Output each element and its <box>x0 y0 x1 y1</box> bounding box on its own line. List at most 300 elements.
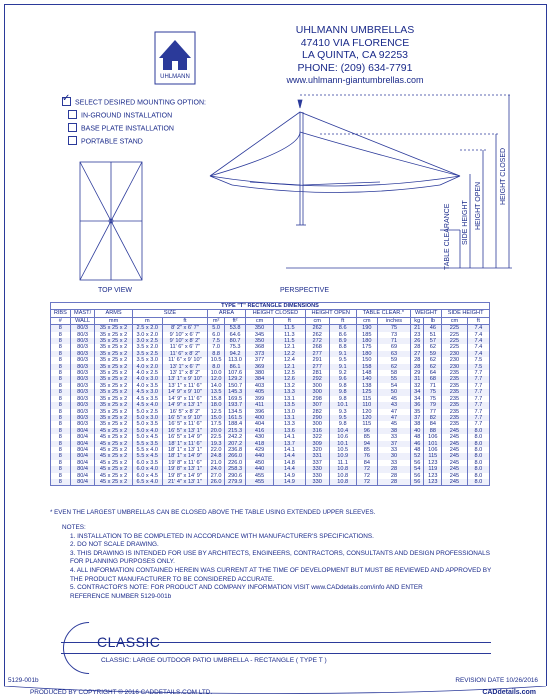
table-cell: 51 <box>424 332 442 338</box>
column-header: MAST/ <box>70 310 95 317</box>
table-cell: 7.7 <box>467 383 489 389</box>
table-cell: 24.8 <box>208 453 225 459</box>
table-cell: 140 <box>356 376 377 382</box>
table-cell: 79 <box>424 402 442 408</box>
table-cell: 28 <box>411 344 424 350</box>
column-header: HEIGHT CLOSED <box>246 310 306 317</box>
table-cell: 16' 5" x 13' 1" <box>162 428 207 434</box>
table-cell: 8.0 <box>208 364 225 370</box>
table-cell: 123 <box>424 479 442 486</box>
notes-heading: NOTES: <box>62 524 86 531</box>
copyright: PRODUCED BY COPYRIGHT © 2016 CADDETAILS.COM LTD. <box>30 689 213 696</box>
table-cell: 12.4 <box>274 357 306 363</box>
table-cell: 8 <box>51 383 71 389</box>
table-cell: 320 <box>305 447 329 453</box>
table-cell: 9' 10" x 6' 7" <box>162 332 207 338</box>
side-height-label: SIDE HEIGHT <box>462 200 469 245</box>
table-cell: 80/3 <box>70 389 95 395</box>
table-cell: 80/3 <box>70 402 95 408</box>
table-cell: 245 <box>442 460 467 466</box>
table-cell: 330 <box>305 479 329 486</box>
table-cell: 9.8 <box>329 383 356 389</box>
table-cell: 8 <box>51 364 71 370</box>
table-cell: 7.7 <box>467 409 489 415</box>
checkmark-icon: ✓ <box>62 93 71 104</box>
table-cell: 245 <box>442 479 467 486</box>
table-cell: 316 <box>305 428 329 434</box>
table-cell: 245 <box>442 434 467 440</box>
table-cell: 31 <box>411 376 424 382</box>
table-cell: 145.3 <box>225 389 246 395</box>
table-cell: 188.4 <box>225 421 246 427</box>
table-cell: 9.8 <box>329 389 356 395</box>
table-cell: 380 <box>246 370 274 376</box>
table-cell: 245 <box>442 453 467 459</box>
table-cell: 373 <box>246 351 274 357</box>
column-subheader: # <box>51 317 71 324</box>
table-cell: 110 <box>356 402 377 408</box>
table-clearance-label: TABLE CLEARANCE <box>444 203 451 270</box>
table-cell: 3.5 x 2.0 <box>132 344 162 350</box>
table-cell: 94 <box>356 441 377 447</box>
table-cell: 161.5 <box>225 415 246 421</box>
table-title: TYPE "T" RECTANGLE DIMENSIONS <box>51 303 490 310</box>
table-cell: 4.5 x 3.5 <box>132 396 162 402</box>
table-cell: 7.7 <box>467 396 489 402</box>
table-cell: 56 <box>411 479 424 486</box>
note-item: FOR PLANNING PURPOSES ONLY. <box>70 558 175 566</box>
table-cell: 86.1 <box>225 364 246 370</box>
table-cell: 8 <box>51 421 71 427</box>
table-cell: 84 <box>356 460 377 466</box>
table-cell: 129.2 <box>225 376 246 382</box>
table-cell: 80/3 <box>70 383 95 389</box>
column-subheader: m² <box>208 317 225 324</box>
table-cell: 32 <box>411 383 424 389</box>
table-cell: 330 <box>305 473 329 479</box>
table-cell: 12.6 <box>274 376 306 382</box>
table-cell: 80/4 <box>70 466 95 472</box>
table-cell: 298 <box>305 396 329 402</box>
table-cell: 277 <box>305 351 329 357</box>
table-cell: 45 x 25 x 2 <box>95 447 132 453</box>
table-cell: 75 <box>377 325 410 332</box>
table-cell: 106 <box>424 447 442 453</box>
table-body <box>51 325 490 486</box>
table-cell: 52 <box>411 453 424 459</box>
mounting-option-in-ground[interactable]: IN-GROUND INSTALLATION <box>68 111 206 120</box>
table-cell: 10.6 <box>329 434 356 440</box>
column-subheader: ft <box>274 317 306 324</box>
table-cell: 14.9 <box>274 473 306 479</box>
table-cell: 455 <box>246 479 274 486</box>
table-cell: 16' 5" x 9' 10" <box>162 415 207 421</box>
table-cell: 322 <box>305 434 329 440</box>
column-header: WEIGHT <box>411 310 442 317</box>
table-cell: 9.3 <box>329 409 356 415</box>
table-cell: 7.4 <box>467 325 489 332</box>
table-cell: 123 <box>424 473 442 479</box>
table-cell: 5.5 x 3.5 <box>132 441 162 447</box>
table-cell: 14.1 <box>274 434 306 440</box>
table-cell: 440 <box>246 453 274 459</box>
table-cell: 290 <box>305 415 329 421</box>
table-cell: 8.0 <box>467 453 489 459</box>
table-cell: 58 <box>377 370 410 376</box>
table-cell: 96 <box>356 428 377 434</box>
table-cell: 115 <box>356 396 377 402</box>
table-cell: 33 <box>377 434 410 440</box>
table-cell: 337 <box>305 460 329 466</box>
table-cell: 7.4 <box>467 338 489 344</box>
note-item: 1. INSTALLATION TO BE COMPLETED IN ACCORDANCE WITH MANUFACTURER'S SPECIFICATIONS. <box>70 532 374 540</box>
table-group-header-row <box>51 310 490 317</box>
table-cell: 62 <box>424 344 442 350</box>
table-cell: 19.3 <box>208 441 225 447</box>
column-subheader: cm <box>246 317 274 324</box>
company-website[interactable]: www.uhlmann-giantumbrellas.com <box>286 75 424 85</box>
table-cell: 4.5 x 4.0 <box>132 402 162 408</box>
table-cell: 230 <box>442 364 467 370</box>
table-cell: 3.0 x 2.0 <box>132 332 162 338</box>
table-cell: 290.6 <box>225 473 246 479</box>
table-cell: 48 <box>411 434 424 440</box>
column-header: TABLE CLEAR.* <box>356 310 410 317</box>
table-cell: 38 <box>411 421 424 427</box>
table-cell: 8.0 <box>467 460 489 466</box>
height-closed-label: HEIGHT CLOSED <box>500 147 507 205</box>
table-cell: 43 <box>377 402 410 408</box>
note-item: 4. ALL INFORMATION CONTAINED HEREIN WAS CURRENT AT THE TIME OF DEVELOPMENT BUT MUST BE REVIEWED AND APPROVED BY <box>70 566 492 574</box>
table-cell: 13' 1" x 6' 7" <box>162 364 207 370</box>
table-cell: 13.5 <box>274 402 306 408</box>
table-cell: 14' 9" x 9' 10" <box>162 389 207 395</box>
table-cell: 10.5 <box>329 447 356 453</box>
table-cell: 350 <box>246 338 274 344</box>
table-cell: 17.5 <box>208 421 225 427</box>
column-subheader: ft <box>162 317 207 324</box>
table-cell: 384 <box>246 376 274 382</box>
table-cell: 350 <box>246 325 274 332</box>
table-cell: 14.1 <box>274 447 306 453</box>
table-cell: 80/3 <box>70 376 95 382</box>
table-cell: 10.4 <box>329 428 356 434</box>
table-cell: 8.6 <box>329 332 356 338</box>
table-cell: 13.2 <box>274 383 306 389</box>
table-cell: 72 <box>356 473 377 479</box>
table-cell: 59 <box>424 351 442 357</box>
table-cell: 101 <box>424 441 442 447</box>
table-cell: 14.8 <box>274 460 306 466</box>
table-cell: 245 <box>442 428 467 434</box>
table-cell: 15.0 <box>208 415 225 421</box>
table-cell: 225 <box>442 338 467 344</box>
table-cell: 292 <box>305 376 329 382</box>
table-cell: 80/3 <box>70 370 95 376</box>
table-cell: 14.9 <box>274 479 306 486</box>
table-cell: 46 <box>411 441 424 447</box>
table-cell: 5.0 x 3.5 <box>132 421 162 427</box>
table-cell: 68 <box>424 376 442 382</box>
table-cell: 45 x 25 x 2 <box>95 473 132 479</box>
table-cell: 6.5 x 4.0 <box>132 479 162 486</box>
table-cell: 9.5 <box>329 415 356 421</box>
table-cell: 8.0 <box>467 428 489 434</box>
table-cell: 230 <box>442 357 467 363</box>
table-cell: 14' 9" x 13' 1" <box>162 402 207 408</box>
notes-section <box>62 524 491 601</box>
table-cell: 345 <box>246 332 274 338</box>
table-cell: 21.0 <box>208 460 225 466</box>
table-cell: 8 <box>51 441 71 447</box>
table-cell: 5.0 x 4.0 <box>132 428 162 434</box>
table-cell: 94.2 <box>225 351 246 357</box>
table-cell: 258.3 <box>225 466 246 472</box>
table-cell: 2.5 x 2.0 <box>132 325 162 332</box>
table-cell: 13.1 <box>274 396 306 402</box>
height-open-label: HEIGHT OPEN <box>475 181 482 230</box>
table-cell: 8 <box>51 453 71 459</box>
table-cell: 35 x 25 x 2 <box>95 415 132 421</box>
table-cell: 107.6 <box>225 370 246 376</box>
table-cell: 225 <box>442 344 467 350</box>
table-cell: 8.9 <box>329 338 356 344</box>
mounting-option-base-plate[interactable]: BASE PLATE INSTALLATION <box>68 124 206 133</box>
table-cell: 8.8 <box>208 351 225 357</box>
table-cell: 10.8 <box>329 466 356 472</box>
table-cell: 33 <box>377 447 410 453</box>
table-cell: 277 <box>305 364 329 370</box>
table-cell: 405 <box>246 389 274 395</box>
table-cell: 28 <box>411 364 424 370</box>
table-cell: 50 <box>377 389 410 395</box>
table-cell: 10.1 <box>329 402 356 408</box>
table-cell: 235 <box>442 396 467 402</box>
table-cell: 88 <box>424 428 442 434</box>
table-cell: 7.7 <box>467 370 489 376</box>
table-cell: 22.5 <box>208 434 225 440</box>
table-row <box>51 479 490 486</box>
table-cell: 34 <box>411 396 424 402</box>
table-cell: 47 <box>377 415 410 421</box>
table-cell: 13.0 <box>274 409 306 415</box>
table-cell: 35 x 25 x 2 <box>95 325 132 332</box>
table-cell: 235 <box>442 389 467 395</box>
table-cell: 123 <box>424 460 442 466</box>
table-cell: 150.7 <box>225 383 246 389</box>
table-cell: 8 <box>51 357 71 363</box>
table-cell: 7.5 <box>208 338 225 344</box>
column-header: AREA <box>208 310 246 317</box>
table-cell: 8 <box>51 370 71 376</box>
table-sub-header-row <box>51 317 490 324</box>
table-cell: 309 <box>305 441 329 447</box>
table-cell: 7.7 <box>467 389 489 395</box>
table-cell: 8 <box>51 409 71 415</box>
table-cell: 64.6 <box>225 332 246 338</box>
table-cell: 75.3 <box>225 344 246 350</box>
table-cell: 369 <box>246 364 274 370</box>
table-cell: 8 <box>51 389 71 395</box>
table-cell: 80/4 <box>70 460 95 466</box>
product-subtitle: CLASSIC: LARGE OUTDOOR PATIO UMBRELLA - RECTANGLE ( TYPE T ) <box>101 657 327 664</box>
table-cell: 9' 10" x 8' 2" <box>162 338 207 344</box>
table-cell: 8.0 <box>467 466 489 472</box>
table-cell: 12.1 <box>274 344 306 350</box>
table-cell: 150 <box>356 357 377 363</box>
table-cell: 80/3 <box>70 325 95 332</box>
table-cell: 72 <box>356 466 377 472</box>
table-cell: 14.4 <box>274 453 306 459</box>
table-cell: 3.5 x 2.5 <box>132 351 162 357</box>
table-cell: 8 <box>51 376 71 382</box>
table-cell: 80/3 <box>70 421 95 427</box>
table-cell: 35 x 25 x 2 <box>95 389 132 395</box>
table-cell: 242.2 <box>225 434 246 440</box>
table-cell: 62 <box>377 364 410 370</box>
table-cell: 8.0 <box>467 473 489 479</box>
table-cell: 13.6 <box>274 428 306 434</box>
table-cell: 377 <box>246 357 274 363</box>
table-cell: 35 x 25 x 2 <box>95 370 132 376</box>
table-cell: 7.0 <box>208 344 225 350</box>
table-cell: 80/3 <box>70 415 95 421</box>
table-cell: 8 <box>51 396 71 402</box>
note-item: 5. CONTRACTOR'S NOTE: FOR PRODUCT AND COMPANY INFORMATION VISIT www.CADdetails.com/info AND ENTER <box>70 584 423 592</box>
table-cell: 72 <box>356 479 377 486</box>
table-cell: 8 <box>51 344 71 350</box>
table-cell: 80/4 <box>70 447 95 453</box>
table-cell: 24.0 <box>208 466 225 472</box>
table-cell: 33 <box>377 460 410 466</box>
table-cell: 80.7 <box>225 338 246 344</box>
table-cell: 6.0 <box>208 332 225 338</box>
table-cell: 368 <box>246 344 274 350</box>
table-cell: 236.8 <box>225 447 246 453</box>
table-cell: 8 <box>51 447 71 453</box>
table-cell: 235 <box>442 376 467 382</box>
table-cell: 281 <box>305 370 329 376</box>
table-cell: 207.2 <box>225 441 246 447</box>
column-header: ARMS <box>95 310 132 317</box>
table-cell: 16' 5" x 8' 2" <box>162 409 207 415</box>
top-view-drawing <box>80 162 142 280</box>
table-cell: 245 <box>442 473 467 479</box>
table-cell: 36 <box>411 402 424 408</box>
table-cell: 45 <box>377 396 410 402</box>
table-cell: 28 <box>377 466 410 472</box>
table-cell: 190 <box>356 325 377 332</box>
table-cell: 6.0 x 3.5 <box>132 460 162 466</box>
table-cell: 54 <box>377 383 410 389</box>
table-cell: 28 <box>411 357 424 363</box>
table-cell: 10.1 <box>329 441 356 447</box>
table-cell: 35 x 25 x 2 <box>95 332 132 338</box>
table-cell: 40 <box>411 428 424 434</box>
table-cell: 9.8 <box>329 396 356 402</box>
table-cell: 18' 1" x 14' 9" <box>162 453 207 459</box>
table-cell: 69 <box>377 344 410 350</box>
table-cell: 138 <box>356 383 377 389</box>
table-cell: 4.0 x 3.0 <box>132 376 162 382</box>
table-cell: 180 <box>356 338 377 344</box>
table-cell: 8 <box>51 402 71 408</box>
table-cell: 10.9 <box>329 453 356 459</box>
table-cell: 245 <box>442 466 467 472</box>
table-cell: 45 x 25 x 2 <box>95 453 132 459</box>
table-cell: 12.5 <box>274 370 306 376</box>
table-cell: 11' 6" x 9' 10" <box>162 357 207 363</box>
table-cell: 82 <box>424 415 442 421</box>
table-cell: 8.0 <box>467 479 489 486</box>
table-cell: 27 <box>411 351 424 357</box>
table-cell: 73 <box>377 332 410 338</box>
table-cell: 400 <box>246 415 274 421</box>
table-cell: 53.8 <box>225 325 246 332</box>
table-cell: 9.1 <box>329 351 356 357</box>
table-cell: 125 <box>356 389 377 395</box>
table-cell: 56 <box>411 473 424 479</box>
table-cell: 80/3 <box>70 357 95 363</box>
table-cell: 440 <box>246 466 274 472</box>
table-cell: 8 <box>51 473 71 479</box>
table-cell: 11.5 <box>274 325 306 332</box>
table-cell: 20.0 <box>208 428 225 434</box>
table-cell: 331 <box>305 453 329 459</box>
table-cell: 235 <box>442 402 467 408</box>
table-cell: 28 <box>377 473 410 479</box>
table-cell: 10.8 <box>329 479 356 486</box>
mounting-option-portable-stand[interactable]: PORTABLE STAND <box>68 137 206 146</box>
table-cell: 12.0 <box>208 376 225 382</box>
table-cell: 80/3 <box>70 332 95 338</box>
table-cell: 235 <box>442 415 467 421</box>
table-cell: 84 <box>424 421 442 427</box>
column-subheader: ft <box>329 317 356 324</box>
table-cell: 35 x 25 x 2 <box>95 364 132 370</box>
table-cell: 21' 4" x 13' 1" <box>162 479 207 486</box>
caddetails-brand[interactable]: CADdetails.com <box>482 689 536 696</box>
table-cell: 45 x 25 x 2 <box>95 466 132 472</box>
table-cell: 16' 5" x 11' 6" <box>162 421 207 427</box>
table-cell: 291 <box>305 357 329 363</box>
table-cell: 4.0 x 2.0 <box>132 364 162 370</box>
table-cell: 8 <box>51 325 71 332</box>
table-cell: 8 <box>51 466 71 472</box>
table-cell: 330 <box>305 466 329 472</box>
table-cell: 35 x 25 x 2 <box>95 383 132 389</box>
table-cell: 307 <box>305 402 329 408</box>
table-cell: 57 <box>424 338 442 344</box>
table-cell: 230 <box>442 351 467 357</box>
table-cell: 262 <box>305 332 329 338</box>
table-cell: 169.5 <box>225 396 246 402</box>
table-cell: 8 <box>51 415 71 421</box>
table-cell: 35 x 25 x 2 <box>95 421 132 427</box>
table-cell: 193.7 <box>225 402 246 408</box>
table-cell: 10.0 <box>208 370 225 376</box>
table-cell: 8.8 <box>329 344 356 350</box>
table-cell: 8 <box>51 338 71 344</box>
table-cell: 7.5 <box>467 357 489 363</box>
table-cell: 62 <box>424 364 442 370</box>
table-cell: 416 <box>246 428 274 434</box>
table-cell: 45 x 25 x 2 <box>95 441 132 447</box>
table-cell: 37 <box>377 441 410 447</box>
table-cell: 8.0 <box>467 441 489 447</box>
table-cell: 80/3 <box>70 396 95 402</box>
table-cell: 429 <box>246 447 274 453</box>
